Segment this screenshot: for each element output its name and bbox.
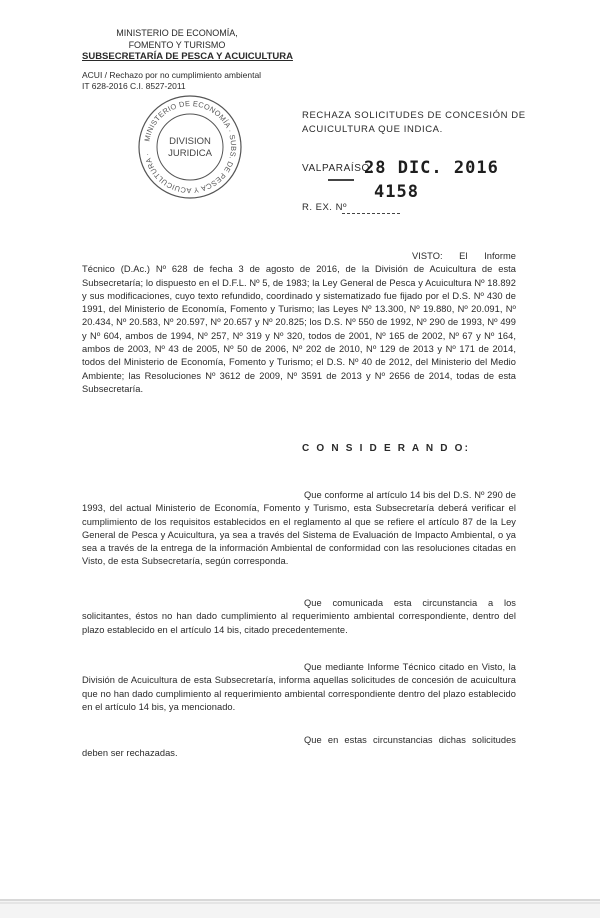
- city-label: VALPARAÍSO,: [302, 163, 374, 174]
- reference-block: [82, 70, 261, 92]
- reference-line-1: ACUI / Rechazo por no cumplimiento ambiental: [82, 70, 262, 80]
- resolution-number: 4158: [374, 182, 419, 202]
- document-title: RECHAZA SOLICITUDES DE CONCESIÓN DE ACUICULTURA QUE INDICA.: [302, 110, 526, 135]
- ministry-line-2: FOMENTO Y TURISMO: [128, 40, 226, 50]
- considerando-paragraph-4: Que en estas circunstancias dichas solicitudes deben ser rechazadas.: [82, 735, 516, 759]
- considerando-paragraph-1: Que conforme al artículo 14 bis del D.S. Nº 290 de 1993, del actual Ministerio de Economía, Fomento y Turismo, esta Subsecretaría deberá verificar el cumplimiento de los requisitos establecidos en el reglamento al que se refiere el artículo 87 de la Ley General de Pesca y Acuicultura, ya sea a través del Sistema de Evaluación de Impacto Ambiental, o ya sea a través de la entrega de la información Ambiental de conformidad con las resoluciones citadas en Visto, de esta Subsecretaría, según corresponda.: [82, 490, 516, 567]
- ministry-line-1: MINISTERIO DE ECONOMÍA,: [116, 28, 238, 38]
- letterhead: [82, 27, 293, 63]
- rex-fill-line: [342, 212, 400, 214]
- stamp-center-line-2: JURIDICA: [168, 148, 212, 159]
- rex-label: R. EX. Nº: [302, 202, 347, 213]
- division-juridica-stamp: [135, 92, 245, 202]
- stamp-center-line-1: DIVISION: [169, 136, 211, 147]
- subsecretaria-line: SUBSECRETARÍA DE PESCA Y ACUICULTURA: [82, 51, 293, 62]
- stamped-date: 28 DIC. 2016: [364, 158, 499, 178]
- considerando-paragraph-3: Que mediante Informe Técnico citado en Visto, la División de Acuicultura de esta Subsecretaría, informa aquellas solicitudes de concesión de acuicultura que no han dado cumplimiento al requerimiento ambiental correspondiente dentro del plazo establecido en el artículo 14 bis, ya mencionado.: [82, 662, 516, 712]
- stamp-ring-text: MINISTERIO DE ECONOMÍA · SUBS. DE PESCA Y ACUICULTURA ·: [142, 98, 239, 196]
- number-dash: [328, 179, 354, 181]
- visto-paragraph: VISTO: El Informe Técnico (D.Ac.) Nº 628 de fecha 3 de agosto de 2016, de la División de Acuicultura de esta Subsecretaría; lo dispuesto en el D.F.L. Nº 5, de 1983; la Ley General de Pesca y Acuicultura Nº 18.892 y sus modificaciones, cuyo texto refundido, coordinado y sistematizado fue fijado por el D.S. Nº 430 de 1991, del Ministerio de Economía, Fomento y Turismo; las Leyes Nº 13.300, Nº 19.880, Nº 20.091, Nº 20.434, Nº 20.583, Nº 20.597, Nº 20.657 y Nº 20.825; los D.S. Nº 550 de 1992, Nº 290 de 1993, Nº 499 y Nº 604, ambos de 1994, Nº 257, Nº 319 y Nº 320, todos de 2001, Nº 165 de 2002, Nº 67 y Nº 164, ambos de 2003, Nº 43 de 2005, Nº 50 de 2006, Nº 202 de 2010, Nº 129 de 2013 y Nº 171 de 2014, todos del Ministerio de Economía, Fomento y Turismo; el D.S. Nº 40 de 2012, del Ministerio del Medio Ambiente; las Resoluciones Nº 3612 de 2009, Nº 3591 de 2013 y Nº 2656 de 2014, todas de esta Subsecretaría.: [82, 251, 516, 394]
- considerando-paragraph-2: Que comunicada esta circunstancia a los solicitantes, éstos no han dado cumplimiento al requerimiento ambiental correspondiente, dentro del plazo establecido en el artículo 14 bis, citado precedentemente.: [82, 598, 516, 635]
- considerando-heading: C O N S I D E R A N D O:: [302, 443, 471, 454]
- reference-line-2: IT 628-2016 C.I. 8527-2011: [82, 81, 186, 91]
- page-fold-edge: [0, 899, 600, 918]
